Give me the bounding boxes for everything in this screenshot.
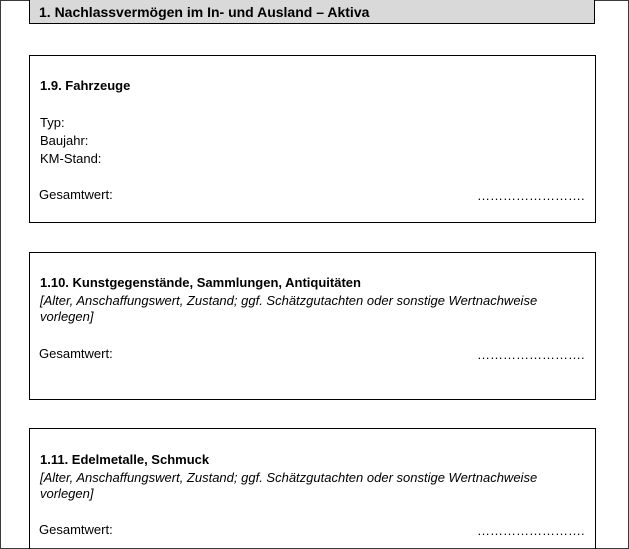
gesamtwert-label: Gesamtwert: (39, 522, 113, 537)
section-title: 1. Nachlassvermögen im In- und Ausland – Aktiva (39, 4, 370, 20)
gesamtwert-value: ……………………. (477, 188, 585, 203)
km-stand-field: KM-Stand: (40, 151, 102, 166)
edelmetalle-title: 1.11. Edelmetalle, Schmuck (40, 452, 210, 467)
section-kunstgegenstaende (29, 252, 596, 400)
edelmetalle-note: [Alter, Anschaffungswert, Zustand; ggf. Schätzgutachten oder sonstige Wertnachweise vorlegen] (40, 470, 538, 501)
gesamtwert-value: ……………………. (477, 523, 585, 538)
baujahr-field: Baujahr: (40, 133, 89, 148)
fahrzeuge-title: 1.9. Fahrzeuge (40, 78, 131, 93)
section-header (29, 0, 595, 24)
section-edelmetalle (29, 428, 596, 549)
kunstgegenstaende-note: [Alter, Anschaffungswert, Zustand; ggf. Schätzgutachten oder sonstige Wertnachweise vorlegen] (40, 293, 538, 324)
typ-field: Typ: (40, 115, 65, 130)
kunstgegenstaende-title: 1.10. Kunstgegenstände, Sammlungen, Antiquitäten (40, 275, 361, 290)
gesamtwert-label: Gesamtwert: (39, 346, 113, 361)
section-fahrzeuge (29, 55, 596, 223)
gesamtwert-value: ……………………. (477, 347, 585, 362)
gesamtwert-label: Gesamtwert: (39, 187, 113, 202)
